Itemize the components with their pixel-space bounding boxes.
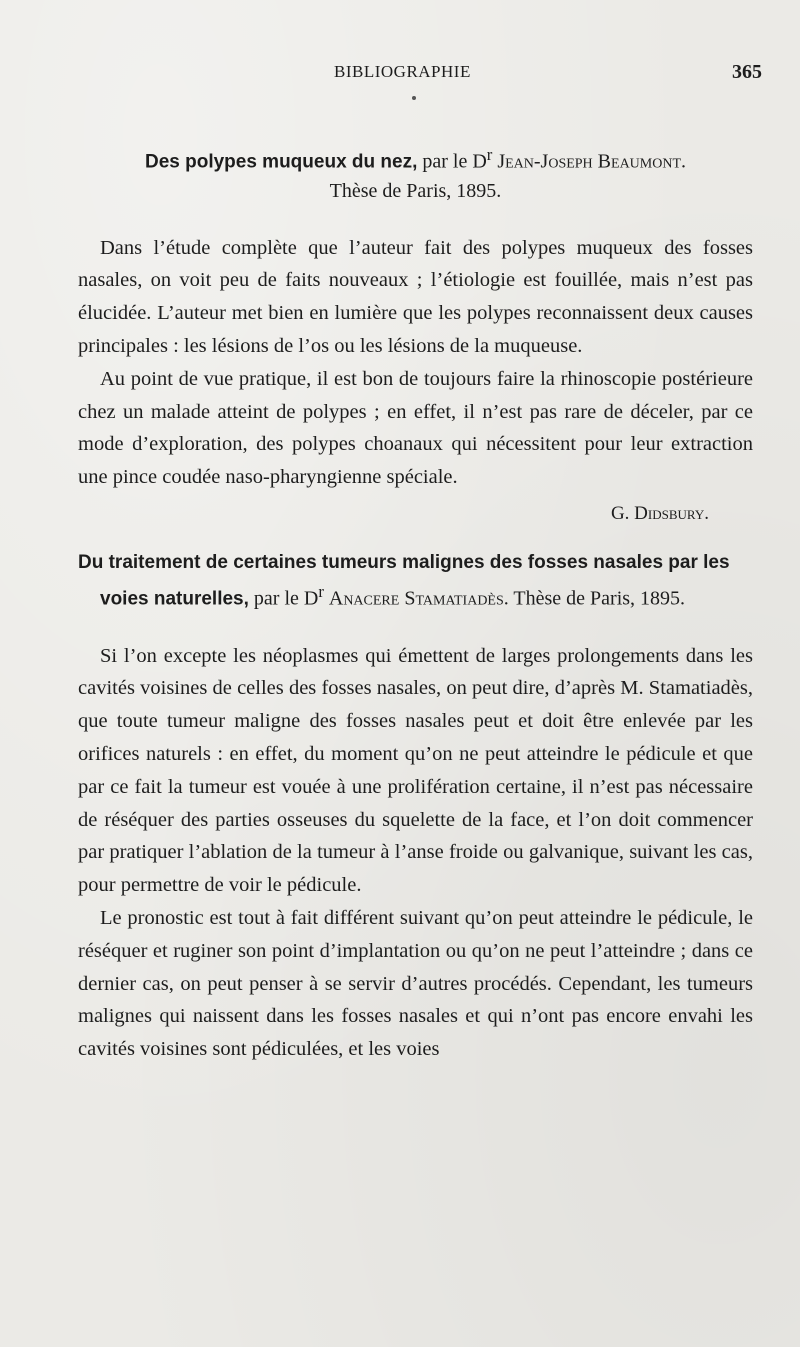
entry-1-signature	[78, 500, 709, 528]
entry-1-paragraph: Dans l’étude complète que l’auteur fait des polypes muqueux des fosses nasales, on voit peu de faits nouveaux ; l’étiologie est fouillée, mais n’est pas élucidée. L’auteur met bien en lumière que les polypes reconnaissent deux causes principales : les lésions de l’os ou les lésions de la muqueuse.	[78, 236, 753, 358]
running-head	[0, 62, 800, 92]
entry-1-author: Jean-Joseph Beaumont.	[497, 150, 687, 173]
entry-2-paragraph: Le pronostic est tout à fait différent suivant qu’on peut atteindre le pédicule, le réséquer et ruginer son point d’implantation ou qu’on ne peut l’atteindre ; dans ce dernier cas, on peut penser à se servir d’autres procédés. Cependant, les tumeurs malignes qui naissent dans les fosses nasales et qui n’ont pas encore envahi les cavités voisines sont pédiculées, et les voies	[78, 907, 753, 1061]
entry-1-heading	[78, 140, 753, 206]
entry-2-title: Du traitement de certaines tumeurs malignes des fosses nasales par les voies naturelles,	[78, 552, 730, 610]
bibliography-entry-1	[78, 140, 753, 528]
entry-1-paragraph: Au point de vue pratique, il est bon de toujours faire la rhinoscopie postérieure chez un malade atteint de polypes ; en effet, il n’est pas rare de déceler, par ce mode d’exploration, des polypes choanaux qui nécessitent pour leur extraction une pince coudée naso-pharyngienne spéciale.	[78, 367, 753, 489]
entry-1-by-sup: r	[486, 145, 493, 164]
entry-2-author: Anacere Stamatiadès.	[328, 587, 509, 610]
entry-2-paragraph: Si l’on excepte les néoplasmes qui émettent de larges prolongements dans les cavités voisines de celles des fosses nasales, on peut dire, d’après M. Stamatiadès, que toute tumeur maligne des fosses nasales peut et doit être enlevée par les orifices naturels : en effet, du moment qu’on ne peut atteindre le pédicule et que par ce fait la tumeur est vouée à une prolifération certaine, il n’est pas nécessaire de réséquer des parties osseuses du squelette de la face, et l’on doit commencer par pratiquer l’ablation de la tumeur à l’anse froide ou galvanique, suivant les cas, pour permettre de voir le pédicule.	[78, 644, 753, 897]
signature-initial: G.	[610, 503, 630, 525]
entry-1-title: Des polypes muqueux du nez,	[144, 151, 418, 173]
entry-1-source: Thèse de Paris, 1895.	[329, 179, 502, 202]
bibliography-entry-2	[78, 548, 753, 1066]
signature-name: Didsbury.	[634, 503, 709, 525]
entry-2-heading	[78, 548, 753, 614]
running-head-title: BIBLIOGRAPHIE	[334, 62, 471, 81]
page-number: 365	[732, 61, 762, 83]
page-content	[78, 140, 753, 1066]
ink-speck	[412, 96, 416, 100]
entry-2-by: par le D	[253, 587, 319, 610]
entry-2-source: Thèse de Paris, 1895.	[513, 587, 686, 610]
entry-1-by: par le D	[422, 150, 487, 173]
entry-2-by-sup: r	[318, 582, 324, 602]
